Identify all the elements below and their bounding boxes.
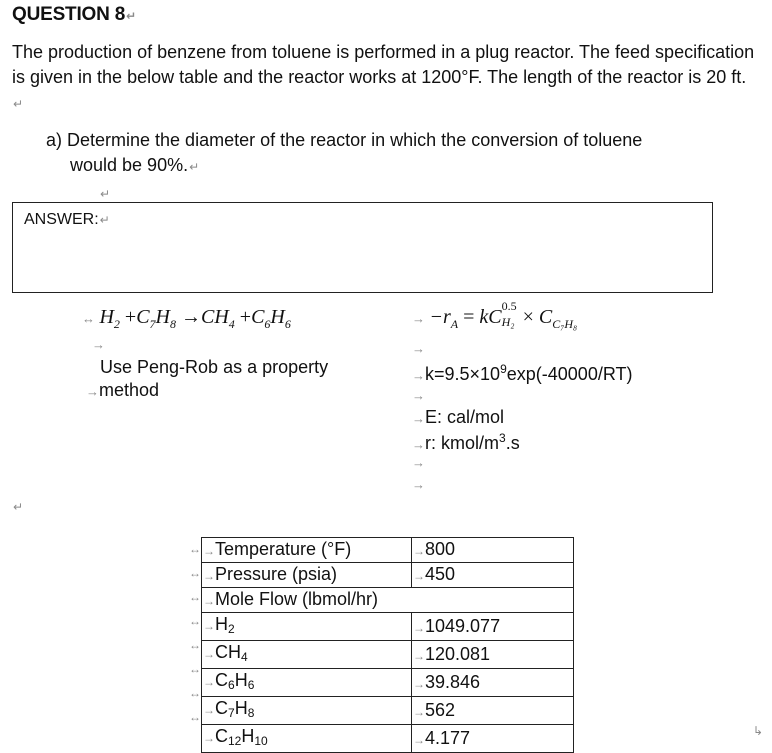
table-row	[202, 538, 574, 563]
table-row	[202, 725, 574, 753]
feed-table	[201, 537, 574, 753]
reaction-equation: ↔ $H_2 +C_7H_8 \to CH_4 +C_6H_6$	[82, 306, 291, 331]
component-h2: $\to H_2$	[202, 613, 412, 641]
corner-mark-icon: ↳	[753, 724, 764, 738]
question-title	[12, 4, 136, 26]
tab-arrow-icon: →	[412, 341, 425, 356]
table-row	[202, 563, 574, 588]
problem-statement	[12, 40, 762, 117]
paragraph-mark-icon: ↵	[189, 160, 200, 174]
pressure-label: →Pressure (psia)	[202, 563, 412, 588]
component-c6h6: $\to C_6H_6$	[202, 669, 412, 697]
tab-arrow-icon: →	[92, 337, 105, 352]
row-arrow-icon: ↔	[189, 566, 201, 580]
table-row	[202, 669, 574, 697]
rate-constant: $\to k=9.5\times 10^9\exp(-40000/RT)$	[412, 362, 633, 384]
flow-h2: →1049.077	[412, 613, 574, 641]
tab-arrow-icon: →	[412, 477, 425, 492]
paragraph-mark-icon: ↵	[13, 500, 24, 514]
row-arrow-icon: ↔	[189, 686, 201, 700]
method-line2: →method	[86, 380, 160, 400]
table-row	[202, 641, 574, 669]
pressure-value: →450	[412, 563, 574, 588]
flow-c12h10: →4.177	[412, 725, 574, 753]
row-arrow-icon: ↔	[189, 710, 201, 724]
product-benzene: C	[251, 306, 265, 328]
component-c7h8: $\to C_7H_8$	[202, 697, 412, 725]
row-arrow-icon: ↔	[189, 662, 201, 676]
flow-c6h6: →39.846	[412, 669, 574, 697]
reaction-arrow: →	[180, 306, 201, 328]
paragraph-mark-icon: ↵	[13, 97, 24, 111]
flow-c7h8: →562	[412, 697, 574, 725]
question-title-text: QUESTION 8	[12, 4, 126, 25]
paragraph-mark-icon: ↵	[126, 9, 136, 23]
tab-arrow-icon: →	[412, 455, 425, 470]
temperature-value: →800	[412, 538, 574, 563]
activation-energy-units: →E: cal/mol	[412, 407, 505, 427]
temperature-label: →Temperature (°F)	[202, 538, 412, 563]
tab-arrow-icon: →	[412, 311, 425, 326]
component-ch4: $\to CH_4$	[202, 641, 412, 669]
tab-arrow-icon: →	[412, 388, 425, 403]
rate-units: →r: kmol/$m^3.s$	[412, 431, 520, 453]
part-a-line1: a) Determine the diameter of the reactor in which the conversion of toluene	[46, 130, 643, 150]
component-c12h10: $\to C_{12}H_{10}$	[202, 725, 412, 753]
flow-ch4: →120.081	[412, 641, 574, 669]
row-arrow-icon: ↔	[189, 614, 201, 628]
table-row	[202, 588, 574, 613]
mole-flow-label: →Mole Flow (lbmol/hr)	[202, 588, 574, 613]
part-a-line2: would be 90%.↵	[70, 155, 200, 175]
table-row	[202, 697, 574, 725]
row-arrow-icon: ↔	[189, 542, 201, 556]
table-row	[202, 613, 574, 641]
method-line1: Use Peng-Rob as a property	[100, 357, 329, 377]
paragraph-mark-icon: ↵	[100, 187, 111, 201]
product-methane: CH	[200, 306, 229, 328]
row-arrow-icon: ↔	[189, 638, 201, 652]
answer-box[interactable]	[12, 202, 713, 293]
reactant-h2: H	[99, 306, 114, 328]
reactant-toluene: C	[136, 306, 150, 328]
part-a	[46, 128, 746, 207]
paragraph-mark-icon: ↵	[99, 213, 110, 227]
tab-arrow-icon: ↔	[82, 311, 95, 326]
rate-law: → $-r_A$ = kC 0.5 H₂ × $C_{C_7H_8}$	[412, 299, 578, 331]
problem-text: The production of benzene from toluene is performed in a plug reactor. The feed specification is given in the below table and the reactor works at 1200°F. The length of the reactor is 20 ft.	[12, 42, 755, 87]
row-arrow-icon: ↔	[189, 590, 201, 604]
answer-label: ANSWER:↵	[24, 211, 110, 228]
